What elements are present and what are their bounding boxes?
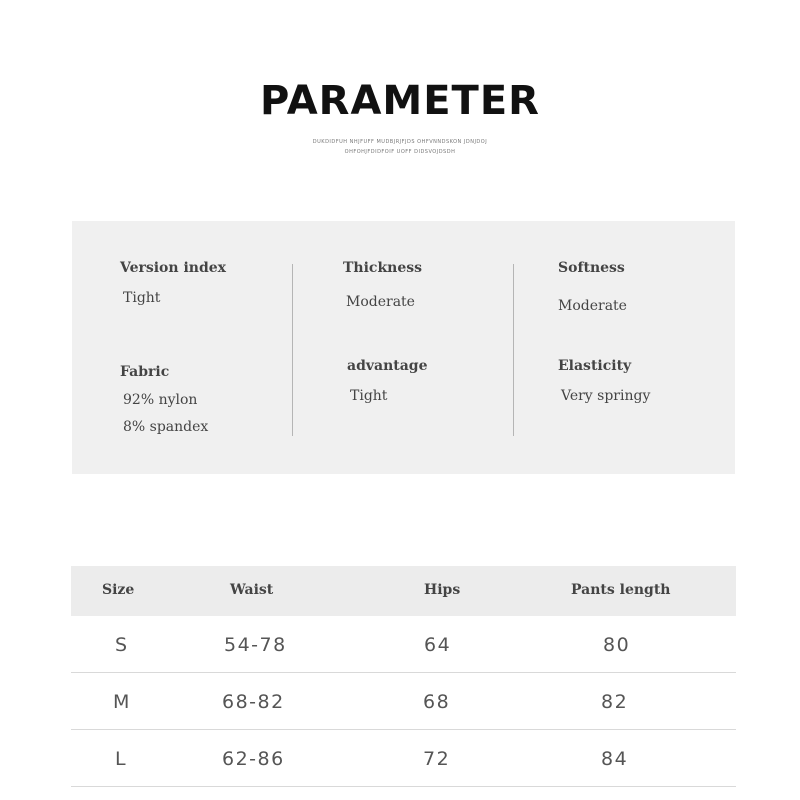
cell-size: S xyxy=(115,634,129,656)
subtitle-line-1: DUKDIDFUH NHJFUFF MUDBJRJFJDS OHFVNNDSKON JDNJDOJ xyxy=(312,139,488,145)
thickness-label: Thickness xyxy=(343,260,422,276)
column-divider xyxy=(292,264,293,436)
elasticity-value: Very springy xyxy=(561,388,651,404)
header-pants-length: Pants length xyxy=(571,582,671,598)
cell-pants-length: 80 xyxy=(603,634,631,656)
header-size: Size xyxy=(102,582,135,598)
header-hips: Hips xyxy=(424,582,461,598)
column-divider xyxy=(513,264,514,436)
fabric-value-1: 92% nylon xyxy=(123,392,198,408)
subtitle-line-2: OHFOHJFDIDFOIF UOFF DIDSVOJDSDH xyxy=(344,149,456,155)
softness-value: Moderate xyxy=(558,298,627,314)
header-waist: Waist xyxy=(230,582,274,598)
softness-label: Softness xyxy=(558,260,625,276)
fabric-value-2: 8% spandex xyxy=(123,419,209,435)
version-index-value: Tight xyxy=(123,290,161,306)
table-header-row xyxy=(71,566,736,616)
cell-pants-length: 84 xyxy=(601,748,629,770)
advantage-value: Tight xyxy=(350,388,388,404)
cell-size: M xyxy=(113,691,131,713)
cell-hips: 72 xyxy=(423,748,451,770)
cell-hips: 64 xyxy=(424,634,452,656)
cell-waist: 54-78 xyxy=(224,634,287,656)
table-row xyxy=(71,730,736,787)
version-index-label: Version index xyxy=(120,260,226,276)
cell-waist: 68-82 xyxy=(222,691,285,713)
size-table xyxy=(71,566,736,787)
elasticity-label: Elasticity xyxy=(558,358,632,374)
table-row xyxy=(71,673,736,730)
cell-waist: 62-86 xyxy=(222,748,285,770)
cell-hips: 68 xyxy=(423,691,451,713)
parameter-panel xyxy=(72,221,735,474)
cell-pants-length: 82 xyxy=(601,691,629,713)
thickness-value: Moderate xyxy=(346,294,415,310)
fabric-label: Fabric xyxy=(120,364,170,380)
page-title: PARAMETER xyxy=(260,78,540,124)
table-row xyxy=(71,616,736,673)
cell-size: L xyxy=(115,748,128,770)
advantage-label: advantage xyxy=(347,358,428,374)
